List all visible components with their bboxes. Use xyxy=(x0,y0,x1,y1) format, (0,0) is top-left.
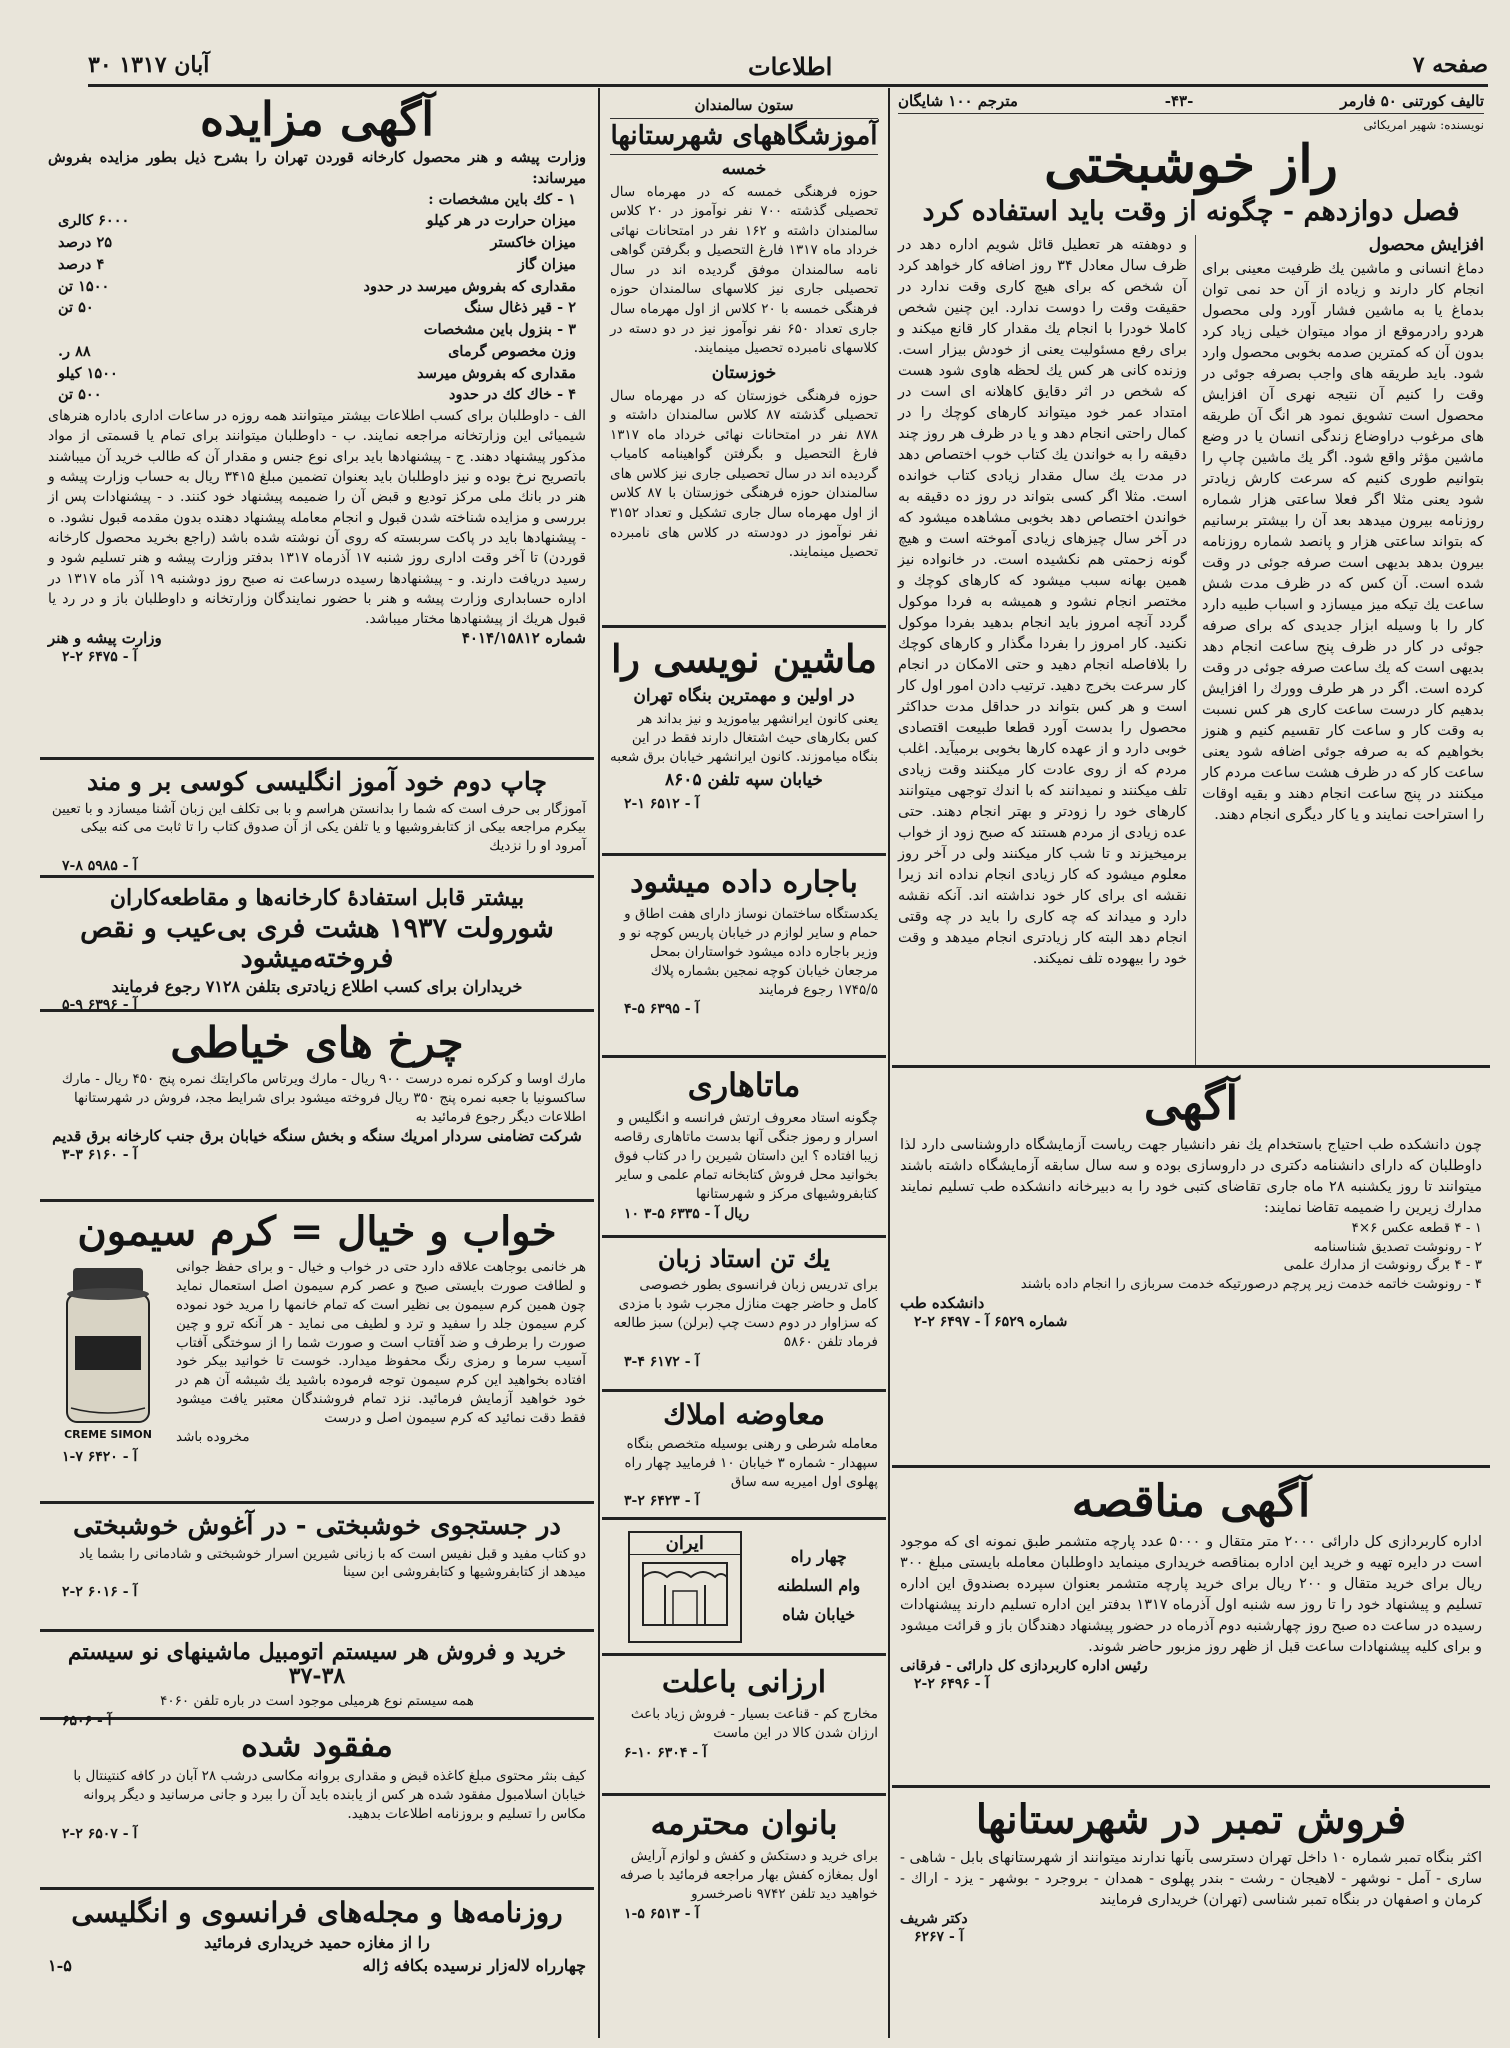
notice-lab-signature: دانشکده طب xyxy=(900,1294,985,1313)
ad-sewing xyxy=(40,1012,594,1202)
serial-text-b: و دوهفته هر تعطیل قائل شویم اداره دهد در ظرف سال معادل ۳۴ روز اضافه کار خواهد کرد آن شخص که برای هیچ کاری وقت ندارد در حقیقت وقت را دوست ندارد. این چنین شخص کاملا خودرا با انجام یك مقدار کار قانع میکند و برای رفع مسئولیت یعنی از خودش بیزار است. وزنده کانی هر کس یك لحظه هاوی شود هست که شخص در اثر دقایق کاهلانه ای است در امتداد عمر خود میتواند کارهای کوچك را در کمال راحتی انجام دهد و یا در ظرف هر روز چند دقیقه را به خواندن یك کتاب خوب اختصاص دهد در مدت یك سال مقدار زیادی کتاب خوانده است. مثلا اگر کسی بتواند در روز ده دقیقه به خواندن اختصاص دهد بخوبی مشاهده میشود که در آخر سال چیزهای زیادی آموخته است و هیچ گونه زحمتی هم نکشیده است. در خانواده نیز همین بهانه سبب میشود که کارهای کوچك و مختصر انجام نشود و همیشه به فردا موکول گردد آنچه امروز باید انجام بدهید بفردا موکول نکنید. کار امروز را بفردا مگذار و کارهای کوچك را بلافاصله انجام دهید و حتی الامکان در انجام کار سرعت بخرج دهید. ترتیب دادن امور اول کار است و هر کس بتواند در حداقل مدت حداکثر محصول را بدست آورد قطعا طبیعت اقتصادی خوبی دارد و از عهده کارها بخوبی برمیآید. اغلب مردم که از روی عادت کار میکنند وقت زیادی تلف میکنند و نمیدانند که با اندك توجهی میتوانند کارهای خود را زودتر و بهتر انجام دهند. حتی عده زیادی از مردم هستند که صبح زود از خواب برمیخیزند و تا شب کار میکنند ولی در آخر روز معلوم میشود که کار زیادی انجام نداده اند زیرا نقشه ای برای کار خود نداشته اند. آنکه نقشه دارد و میداند که چه کاری را باید در چه وقتی انجام دهد البته کار زیادتری انجام میدهد و وقت خود را بیهوده تلف نمیکند. xyxy=(898,236,1187,968)
notice-lab-items xyxy=(900,1219,1482,1295)
ad-auction-items xyxy=(48,189,586,407)
ad-lost-code: آ - ۶۵۰۷ ۲-۲ xyxy=(62,1825,138,1842)
header-paper-name: اطلاعات xyxy=(748,52,833,81)
ad-magazines xyxy=(40,1890,594,2010)
ad-auction-footer xyxy=(48,629,586,647)
ad-cream-text xyxy=(176,1258,586,1447)
elders-title: آموزشگاههای شهرستانها xyxy=(610,118,878,155)
ad-cream-title: خواب و خیال = کرم سیمون xyxy=(77,1208,557,1255)
ad-lost-title: مفقود شده xyxy=(241,1726,393,1764)
ad-iran-address xyxy=(777,1543,860,1629)
notice-tender-title: آگهی مناقصه xyxy=(1071,1476,1311,1527)
middle-column xyxy=(602,88,886,2038)
ad-magazines-code: ۱-۵ xyxy=(48,1955,72,1975)
auction-item: مقداری که بفروش میرسد ۱۵۰۰ کیلو xyxy=(58,364,576,382)
serial-author: تالیف کورتنی ۵۰ فارمر xyxy=(1340,92,1484,110)
ad-cheap xyxy=(602,1656,886,1796)
ad-rent xyxy=(602,856,886,1058)
ad-iran-addr2: وام السلطنه xyxy=(777,1576,861,1596)
serial-number: -۴۳- xyxy=(1164,92,1194,110)
elders-paragraph-2: حوزه فرهنگی خوزستان که در مهرماه سال تحصیلی گذشته ۸۷ کلاس سالمندان داشته و ۸۷۸ نفر در امتحانات نهائی خرداد ماه ۱۳۱۷ فارغ التحصیل و بگرفتن گواهینامه کامیاب گردیده اند در سال تحصیلی جاری نیز کلاس های سالمندان حوزه فرهنگی خوزستان با ۸۷ کلاس از اول مهرماه سال جاری تشکیل و تعداد ۳۱۵۲ نفر نوآموز در دودسته در کلاس های نامبرده تحصیل مینمایند. xyxy=(610,387,878,561)
header-page-label: صفحه ۷ xyxy=(1412,52,1488,78)
auction-item: میزان گاز ۴ درصد xyxy=(58,255,576,273)
header-date: ۳۰ آبان ۱۳۱۷ xyxy=(88,52,210,78)
ad-magazines-body: را از مغازه حمید خریداری فرمائید xyxy=(204,1932,430,1952)
serial-text-a: دماغ انسانی و ماشین یك ظرفیت معینی برای انجام کار دارند و زیاده از آن حد نمی توان بدماغ یا به ماشین فشار آورد ولی محصول هردو رادرموقع از مواد میتوان خیلی زیاد کرد بدون آن که کمترین صدمه بخوبی محصول وارد شود. باید طریقه های واجب بصرفه جوئی در وقت را کنیم آن نتیجه نهری آن افزایش محصول است تشویق نمود هر انگ آن طریقه های مرغوب دراوضاع زندگی انسان یا در وضع ماشین مؤثر واقع شود. اگر یك ماشین چاپ را بتوانیم طوری کنیم که سرعت کارش زیادتر شود یعنی مثلا اگر فعلا ساعتی هزار شماره روزنامه بیرون میدهد بعد آن را بیشتر برسانیم که بتواند ساعتی هزار و پانصد شماره روزنامه بیرون بدهد بدیهی است صرفه جوئی در وقت شده است. آن کس که در ظرف مدت شش ساعت یك تیکه میز میسازد و اسباب طبیه دارد کار را با وسیله ابزار جدیدی که برای صرفه جوئی در کار در ظرف پنج ساعت انجام دهد بدیهی است که یك ساعت صرفه جوئی در وقت کرده است. اگر در هر طرف وورك را افزایش بدهیم کار درست ساعت کاری هر کس نسبت به وقت کار و ساعت کار تقسیم کنیم و هنوز بخواهیم که به صرفه جوئی اضافه شود یعنی ساعت کار که در ظرف هشت ساعت مردم کار میکنند در پنج ساعت انجام دهند و بقیه اوقات را استراحت نمایند و یا کار دیگری انجام دهند. xyxy=(1201,260,1484,824)
ad-property xyxy=(602,1392,886,1520)
ad-truck xyxy=(40,878,594,1012)
elders-paragraph-1: حوزه فرهنگی خمسه که در مهرماه سال تحصیلی گذشته ۷۰۰ نفر نوآموز در ۲۰ کلاس سالمندان داشته و ۱۶۲ نفر در امتحانات نهائی خرداد ماه ۱۳۱۷ فارغ التحصیل و بگرفتن گواهی نامه سالمندان موفق گردیده اند در سال تحصیلی جاری نیز کلاسهای سالمندان حوزه فرهنگی خمسه با ۲۰ کلاس از اول مهرماه سال جاری تعداد ۶۵۰ نفر نوآموز نیز در دو دسته در کلاسهای نامبرده تحصیل مینمایند. xyxy=(610,183,879,357)
ad-auction-intro: وزارت پیشه و هنر محصول کارخانه قوردن تهران را بشرح ذیل بطور مزایده بفروش میرساند: xyxy=(48,148,586,187)
ad-auction-title: آگهی مزایده xyxy=(199,92,435,146)
auction-item: ۱ - کك باین مشخصات : xyxy=(428,190,576,208)
ad-cars xyxy=(40,1632,594,1730)
ad-prop-body: معامله شرطی و رهنی بوسیله متخصص بنگاه سپهدار - شماره ۳ خیابان ۱۰ فرمایید چهار راه پهلوی اول امیریه سه ساق xyxy=(624,1435,878,1490)
ad-cars-title: خرید و فروش هر سیستم اتومبیل ماشینهای نو سیستم ۳۸-۳۷ xyxy=(67,1639,567,1690)
ad-prop-code: آ - ۶۴۲۳ ۲-۳ xyxy=(624,1493,700,1510)
serial-section-heading: افزایش محصول xyxy=(1368,234,1484,255)
ad-mata-body: چگونه استاد معروف ارتش فرانسه و انگلیس و اسرار و رموز جنگی آنها بدست ماتاهاری رقاصه زیبا افتاده ؟ این داستان شیرین را در کتاب فوق بخوانید محل فروش کتابخانه تمام علمی و سایر کتابفروشیهای مرکز و شهرستانها xyxy=(613,1110,878,1202)
ad-mata-price: ۱۰ ریال آ - ۶۳۳۵ ۵-۳ xyxy=(624,1205,750,1222)
ad-typing-contact: خیابان سپه تلفن ۸۶۰۵ xyxy=(665,770,823,791)
ad-sewing-company: شرکت تضامنی سردار امریك سنگه و بخش سنگه خیابان برق جنب کارخانه برق قدیم xyxy=(52,1126,582,1145)
ad-cream-code: آ - ۶۴۲۰ ۷-۱ xyxy=(62,1448,138,1465)
auction-item: ۲ - قیر ذغال سنگ ۵۰ تن xyxy=(58,299,576,317)
right-column xyxy=(892,88,1490,2038)
ad-iran xyxy=(602,1520,886,1656)
cream-jar-icon xyxy=(53,1258,163,1428)
ad-cars-body: همه سیستم نوع هرمیلی موجود است در باره تلفن ۴۰۶۰ xyxy=(160,1693,474,1710)
notice-tender xyxy=(892,1468,1490,1788)
ad-cream-end: مخروده باشد xyxy=(176,1429,250,1446)
serial-chapter: فصل دوازدهم - چگونه از وقت باید استفاده کرد xyxy=(922,196,1460,228)
ad-rent-body: یکدستگاه ساختمان نوساز دارای هفت اطاق و حمام و سایر لوازم در خیابان پاریس کوچه نو و وزیر باجاره داده میشود خواستاران بمحل مرجعان خیابان کوچه نمجین بشماره پلاك ۱۷۴۵/۵ رجوع فرمایند xyxy=(619,906,878,998)
notice-stamps xyxy=(892,1788,1490,2038)
ad-typing-sub: در اولین و مهمترین بنگاه تهران xyxy=(633,685,855,706)
serial-byline xyxy=(898,92,1484,114)
notice-lab-item: ۲ - رونوشت تصدیق شناسنامه xyxy=(1313,1238,1482,1255)
ad-auction xyxy=(40,88,594,760)
serial-col-a xyxy=(1195,235,1484,1065)
ad-cream-content xyxy=(48,1258,586,1447)
ad-magazines-title: روزنامه‌ها و مجله‌های فرانسوی و انگلیسی xyxy=(71,1896,563,1929)
notice-lab-code: شماره ۶۵۲۹ آ - ۶۴۹۷ ۲-۲ xyxy=(914,1314,1068,1331)
auction-item: مقداری که بفروش میرسد در حدود ۱۵۰۰ تن xyxy=(58,277,576,295)
ad-magazines-address: چهارراه لاله‌زار نرسیده بکافه ژاله xyxy=(362,1955,586,1975)
ad-typing xyxy=(602,628,886,856)
ad-ladies-code: آ - ۶۵۱۳ ۵-۱ xyxy=(624,1905,700,1922)
ad-sewing-title: چرخ های خیاطی xyxy=(170,1018,464,1067)
ad-typing-body: یعنی کانون ایرانشهر بیاموزید و نیز بداند هر کس بکارهای حیث اشتغال دارند فقط در این بنگاه میاموزند. کانون ایرانشهر خیابان برق شعبه xyxy=(610,710,878,765)
ad-happiness-title: در جستجوی خوشبختی - در آغوش خوشبختی xyxy=(73,1511,561,1541)
notice-stamps-signature: دکتر شریف xyxy=(900,1911,968,1928)
ad-auction-conditions: الف - داوطلبان برای کسب اطلاعات بیشتر میتوانند همه روزه در ساعات اداری باداره هنرهای شیمیائی این وزارتخانه مراجعه نمایند. ب - داوطلبان میتوانند برای تمام یا قسمتی از مواد مذکور پیشنهاد دهند. ج - پیشنهادها باید برای نوع جنس و مقدار آن که طالب خرید آن میباشند باتصریح نرخ بوده و نیز داوطلبان باید بعنوان تضمین مبلغ ۳۴۱۵ ریال به حساب وزارت پیشه و هنر در بانك ملی مرکز تودیع و قبض آن را ضمیمه پیشنهاد خود کنند. د - پیشنهادات پس از بررسی و مزایده شناخته شدن قبول و انجام معامله پیشنهاد دهنده بدون مقدمه قبول نشود. ه - پیشنهادها باید در پاکت سربسته که روی آن نوشته شده باشد (راجع بخرید محصول کارخانه قوردن) تا آخر وقت اداری روز شنبه ۱۷ آذرماه ۱۳۱۷ بدفتر وزارت پیشه و هنر تسلیم شود و رسید دریافت دارند. و - پیشنهادها رسیده درساعت نه صبح روز دوشنبه ۱۹ آذر ماه ۱۳۱۷ در اداره حسابداری وزارت پیشه و هنر با حضور نمایندگان وزارتخانه و داوطلبان باز و در رد یا قبول هریك از پیشنهادها مختار میباشد. xyxy=(48,408,587,628)
ad-auction-signature: وزارت پیشه و هنر xyxy=(48,629,162,648)
ad-iran-addr3: خیابان شاه xyxy=(782,1604,856,1624)
ad-truck-line1: بیشتر قابل استفادهٔ کارخانه‌ها و مقاطعه‌کاران xyxy=(109,885,525,911)
ad-cheap-title: ارزانی باعلت xyxy=(661,1665,827,1700)
cream-jar-illustration xyxy=(48,1258,168,1447)
ad-iran-addr1: چهار راه xyxy=(790,1547,847,1567)
ad-iran-logo xyxy=(628,1531,742,1643)
ad-auction-code: آ - ۶۴۷۵ ۲-۲ xyxy=(62,649,138,666)
ad-cream xyxy=(40,1202,594,1504)
ad-rent-code: آ - ۶۳۹۵ ۵-۴ xyxy=(624,1001,700,1018)
notice-tender-code: آ - ۶۴۹۶ ۲-۲ xyxy=(914,1676,990,1693)
ad-sewing-body: مارك اوسا و کرکره نمره درست ۹۰۰ ریال - مارك ویرتاس ماکرایتك نمره پنج ۴۵۰ ریال - مارك ساکسونیا با جعبه نمره پنج ۳۵۰ ریال فروخته میشود برای شرایط مجد، فروش در شهرستانها اطلاعات دیگر رجوع فرمائید به xyxy=(61,1071,586,1125)
ad-happiness-code: آ - ۶۰۱۶ ۲-۲ xyxy=(62,1584,138,1601)
elders-top-label: ستون سالمندان xyxy=(694,96,794,114)
notice-lab xyxy=(892,1068,1490,1468)
auction-item: میزان خاکستر ۲۵ درصد xyxy=(58,234,576,252)
ad-auction-ref: شماره ۴۰۱۴/۱۵۸۱۲ xyxy=(461,629,586,648)
storefront-icon xyxy=(635,1555,735,1631)
ad-ladies-title: بانوان محترمه xyxy=(650,1804,838,1842)
ad-happiness xyxy=(40,1504,594,1632)
ad-rent-title: باجاره داده میشود xyxy=(630,865,858,900)
serial-title: راز خوشبختی xyxy=(1044,134,1338,195)
cream-jar-label: CREME SIMON xyxy=(64,1428,152,1441)
serial-story xyxy=(892,88,1490,1068)
notice-stamps-code: آ - ۶۲۶۷ xyxy=(914,1929,964,1946)
serial-translator: مترجم ۱۰۰ شایگان xyxy=(898,92,1018,110)
ad-cars-code: آ - ۶۵۰۶ xyxy=(62,1713,112,1730)
ad-english-body: آموزگار بی حرف است که شما را بدانستن هراسم و با بی تکلف این زبان آشنا میسازد و با تعیین بیکرم مراجعه بیکی از کتابفروشیها و یا تلفن یکی از آن صدوق کتاب را تا ثابت می کنه بیکی آمرود او را نزدیك xyxy=(51,800,586,855)
auction-item: ۴ - خاك کك در حدود ۵۰۰ تن xyxy=(58,386,576,404)
ad-happiness-body: دو کتاب مفید و قبل نفیس است که با زبانی شیرین اسرار خوشبختی و شادمانی را بشما یاد میدهد از کتابفروشیها و کتابفروشی ابن سینا xyxy=(79,1545,586,1581)
ad-iran-logo-text: ایران xyxy=(630,1533,740,1555)
ad-cream-body: هر خانمی بوجاهت علاقه دارد حتی در خواب و خیال - و برای حفظ جوانی و لطافت صورت بایستی صبح و عصر کرم سیمون اصل استعمال نماید چون همین کرم سیمون بی نظیر است که تمام خانمها را مرید خود نموده کرم سیمون جلد را سفید و ترد و لطیف می نماید - هر آنکه ترو و چین صورت را برطرف و ضد آفتاب است و صورت شما را از سوختگی آفتاب آسیب سرما و رمزی رنگ محفوظ میدارد. خوست تا خوانید بیکر خود افتاده بخواهید این کرم سیمون توجه فرموده باشید یك شیشه آن هم در خود خواهید آزمایش فرمائید. نزد تمام فروشندگان معتبر یافت میشود فقط دقت نمائید که کرم سیمون اصل و درست xyxy=(176,1259,586,1427)
auction-item: وزن مخصوص گرمای ۸۸ ر. xyxy=(58,342,576,360)
notice-stamps-body: اکثر بنگاه تمبر شماره ۱۰ داخل تهران دسترسی بآنها ندارند میتوانند از شهرستانهای بابل - شاهی - ساری - آمل - نوشهر - لاهیجان - رشت - بندر پهلوی - همدان - بروجرد - بوشهر - یزد - اراك - کرمان و اصفهان در بنگاه تمبر شناسی (تهران) خریداری فرمایند xyxy=(900,1850,1482,1909)
auction-item: میزان حرارت در هر کیلو ۶۰۰۰ کالری xyxy=(58,212,576,230)
serial-col-b xyxy=(898,235,1187,1065)
ad-english-title: چاپ دوم خود آموز انگلیسی کوسی بر و مند xyxy=(87,767,547,796)
notice-lab-title: آگهی xyxy=(1143,1076,1239,1130)
ad-lost xyxy=(40,1720,594,1890)
ad-english-code: آ - ۵۹۸۵ ۸-۷ xyxy=(62,858,138,875)
notice-tender-signature: رئیس اداره کاربردازی کل دارائی - فرقانی xyxy=(900,1658,1148,1675)
ad-mata xyxy=(602,1058,886,1238)
notice-lab-item: ۳ - ۴ برگ رونوشت از مدارك علمی xyxy=(1283,1257,1482,1274)
ad-ladies-body: برای خرید و دستکش و کفش و لوازم آرایش اول بمغازه کفش بهار مراجعه فرمائید با صرفه خواهید دید تلفن ۹۷۴۲ ناصرخسرو xyxy=(619,1848,878,1902)
left-column xyxy=(40,88,594,2038)
notice-lab-item: ۴ - رونوشت خاتمه خدمت زیر پرچم درصورتیکه خدمت سربازی را انجام داده باشند xyxy=(1020,1276,1482,1293)
ad-english xyxy=(40,760,594,878)
ad-magazines-footer xyxy=(48,1956,586,1975)
ad-typing-title: ماشین نویسی را xyxy=(611,636,877,681)
ad-cheap-code: آ - ۶۳۰۴ ۱۰-۶ xyxy=(624,1744,707,1761)
notice-lab-item: ۱ - ۴ قطعه عکس ۶×۴ xyxy=(1351,1219,1482,1236)
ad-typing-code: آ - ۶۵۱۲ ۱-۲ xyxy=(624,796,700,813)
notice-lab-body: چون دانشکده طب احتیاج باستخدام یك نفر دانشیار جهت ریاست آزمایشگاه داروشناسی دارد لذا داوطلبان که دارای دانشنامه دکتری در داروسازی بوده و سه سال سابقه آزمایشگاه داشته باشند میتوانند تا روز یکشنبه ۲۸ ماه جاری تقاضای کتبی خود را به دبیرخانه دانشکده طب تسلیم نمایند مدارك زیرین را ضمیمه تقاضا نمایند: xyxy=(900,1136,1482,1216)
ad-ladies xyxy=(602,1796,886,1996)
ad-truck-code: آ - ۶۳۹۶ ۹-۵ xyxy=(62,997,138,1014)
ad-lang-body: برای تدریس زبان فرانسوی بطور خصوصی کامل و حاضر جهت منازل مجرب شود با مزدی که سزاوار در دوم دست چپ (برلن) سبز طالعه فرماد تلفن ۵۸۶۰ xyxy=(613,1277,878,1351)
column-rule xyxy=(598,88,600,2038)
serial-body xyxy=(898,235,1484,1065)
ad-prop-title: معاوضه املاك xyxy=(663,1398,825,1431)
column-rule xyxy=(888,88,890,2038)
ad-lang-title: یك تن استاد زبان xyxy=(657,1244,831,1273)
ad-lang-code: آ - ۶۱۷۲ ۴-۳ xyxy=(624,1353,700,1370)
ad-lost-body: کیف بنثر محتوی مبلغ کاغذه قبض و مقداری بروانه مکاسی درشب ۲۸ آبان در کافه کنتینتال با خیابان اسلامبول مفقود شده هر کس از یابنده باید آن را ببرد و جانی مرسانید و دیگر پروانه مکاس را تسلیم و بروزنامه اطلاعات بدهید. xyxy=(73,1768,586,1822)
auction-item: ۳ - بنزول باین مشخصات xyxy=(423,321,576,339)
ad-truck-line2: شورولت ۱۹۳۷ هشت فری بی‌عیب و نقص فروخته‌میشود xyxy=(80,913,554,974)
page-header xyxy=(88,52,1488,80)
elders-sub-khuzestan: خوزستان xyxy=(711,362,777,383)
notice-tender-body: اداره کاربردازی کل دارائی ۲۰۰۰ متر متقال و ۵۰۰۰ عدد پارچه متشمر طبق نمونه ای که موجود است در دایره تهیه و خرید این اداره بمناقصه خریداری مینماید داوطلبان معامله بایستی مبلغ ۳۰۰ ریال برای خرید متقال و ۲۰۰ ریال برای خرید پارچه متشمر بعنوان سپرده بصندوق این اداره تسلیم و پیشنهاد خود را تا روز سه شنبه اول آذرماه ۱۳۱۷ بدفتر این اداره تسلیم دارند پیشنهادات رسیده در ساعت ده صبح روز چهارشنبه دوم آذرماه در حضور پیشنهاد دهندگان باز و قرائت میشود و برای کلیه پیشنهادات ساعت قبل از ظهر روز مزبور حاضر شوند. xyxy=(900,1534,1482,1656)
elders-sub-khamseh: خمسه xyxy=(721,158,767,179)
serial-writer: نویسنده: شهیر امریکائی xyxy=(1363,118,1484,132)
notice-stamps-title: فروش تمبر در شهرستانها xyxy=(975,1796,1407,1843)
column-elders xyxy=(602,88,886,628)
ad-cheap-body: مخارج کم - قناعت بسیار - فروش زیاد باعث ارزان شدن کالا در این ماست xyxy=(630,1706,878,1741)
ad-mata-title: ماتاهاری xyxy=(687,1066,801,1104)
header-rule xyxy=(88,84,1488,87)
ad-truck-line3: خریداران برای کسب اطلاع زیادتری بتلفن ۷۱۲۸ رجوع فرمایند xyxy=(111,976,523,996)
ad-sewing-code: آ - ۶۱۶۰ ۳-۳ xyxy=(62,1146,138,1163)
ad-language xyxy=(602,1238,886,1392)
